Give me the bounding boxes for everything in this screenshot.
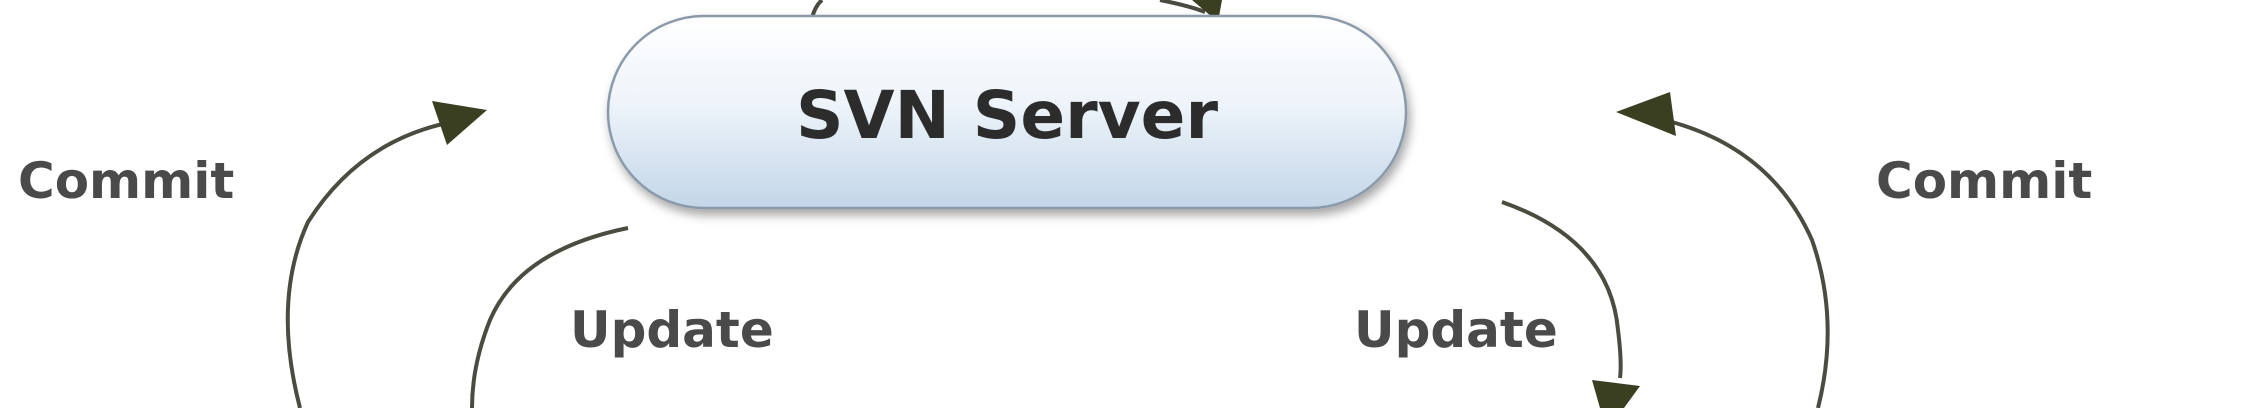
update-left-label: Update [570, 301, 774, 359]
commit-right-arrowhead [1616, 92, 1676, 136]
update-right-label: Update [1354, 301, 1558, 359]
svn-server-node [608, 16, 1406, 208]
update-right-arrowhead [1592, 380, 1640, 408]
commit-left-arrow [288, 122, 452, 408]
commit-right-label: Commit [1876, 152, 2093, 210]
svn-server-label: SVN Server [795, 77, 1219, 155]
commit-left-label: Commit [18, 152, 235, 210]
commit-left-arrowhead [432, 101, 487, 145]
commit-right-arrow [1672, 122, 1828, 408]
